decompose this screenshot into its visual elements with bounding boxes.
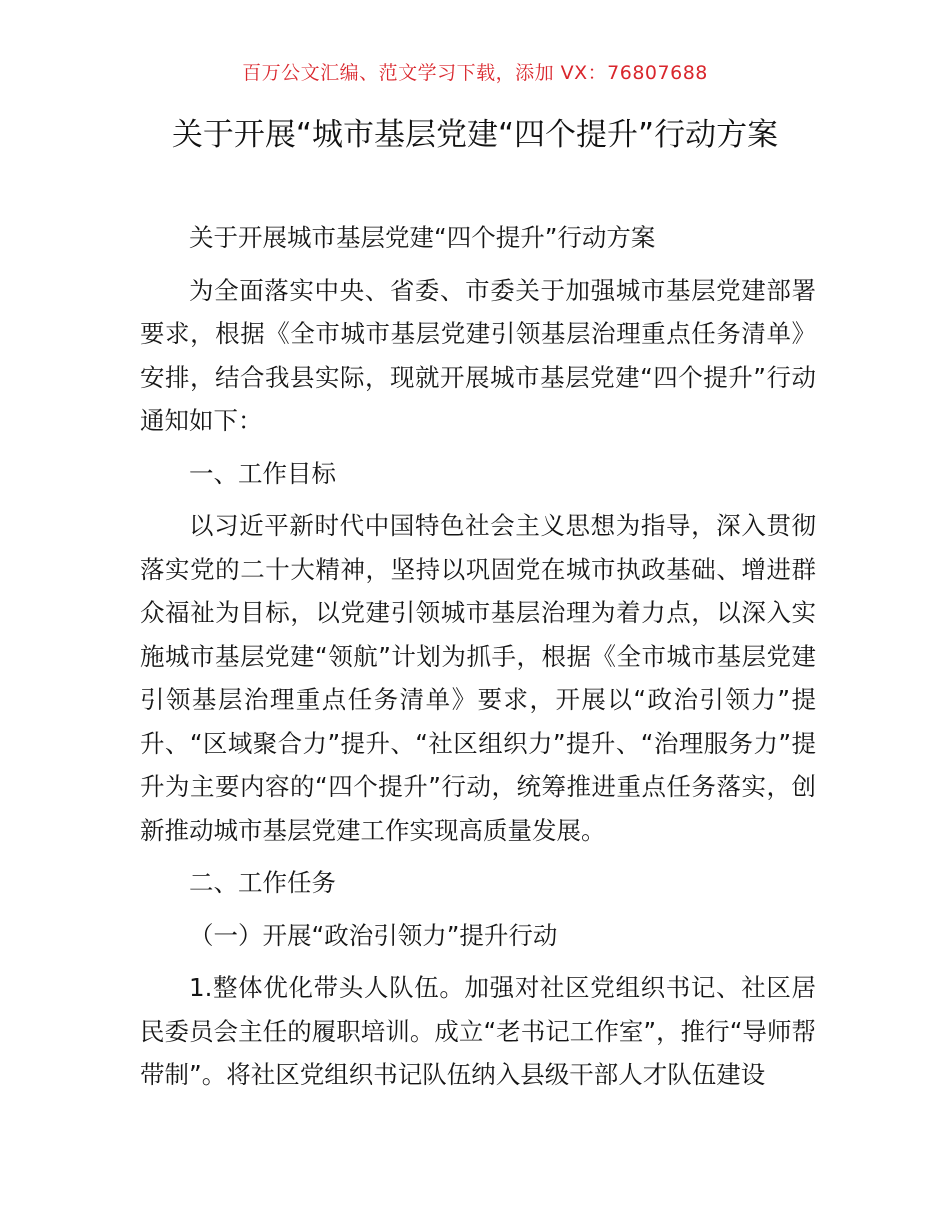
document-title: 关于开展“城市基层党建“四个提升”行动方案 (171, 117, 779, 153)
goals-paragraph: 以习近平新时代中国特色社会主义思想为指导，深入贯彻落实党的二十大精神，坚持以巩固党在城市执政基础、增进群众福祉为目标，以党建引领城市基层治理为着力点，以深入实施城市基层党建“领航”计划为抓手，根据《全市城市基层党建引领基层治理重点任务清单》要求，开展以“政治引领力”提升、“区域聚合力”提升、“社区组织力”提升、“治理服务力”提升为主要内容的“四个提升”行动，统筹推进重点任务落实，创新推动城市基层党建工作实现高质量发展。 (140, 511, 816, 845)
section-heading-tasks: 二、工作任务 (189, 868, 336, 897)
watermark-header: 百万公文汇编、范文学习下载，添加 VX：76807688 (242, 62, 708, 84)
section-heading-goals: 一、工作目标 (189, 458, 336, 488)
subsection-heading-political: （一）开展“政治引领力”提升行动 (189, 920, 558, 950)
intro-paragraph: 为全面落实中央、省委、市委关于加强城市基层党建部署要求，根据《全市城市基层党建引领基层治理重点任务清单》安排，结合我县实际，现就开展城市基层党建“四个提升”行动通知如下： (140, 275, 816, 435)
subtitle-paragraph: 关于开展城市基层党建“四个提升”行动方案 (189, 223, 656, 252)
task-item-1-paragraph: 1.整体优化带头人队伍。加强对社区党组织书记、社区居民委员会主任的履职培训。成立“老书记工作室”，推行“导师帮带制”。将社区党组织书记队伍纳入县级干部人才队伍建设 (140, 973, 816, 1089)
document-body (140, 216, 816, 1106)
